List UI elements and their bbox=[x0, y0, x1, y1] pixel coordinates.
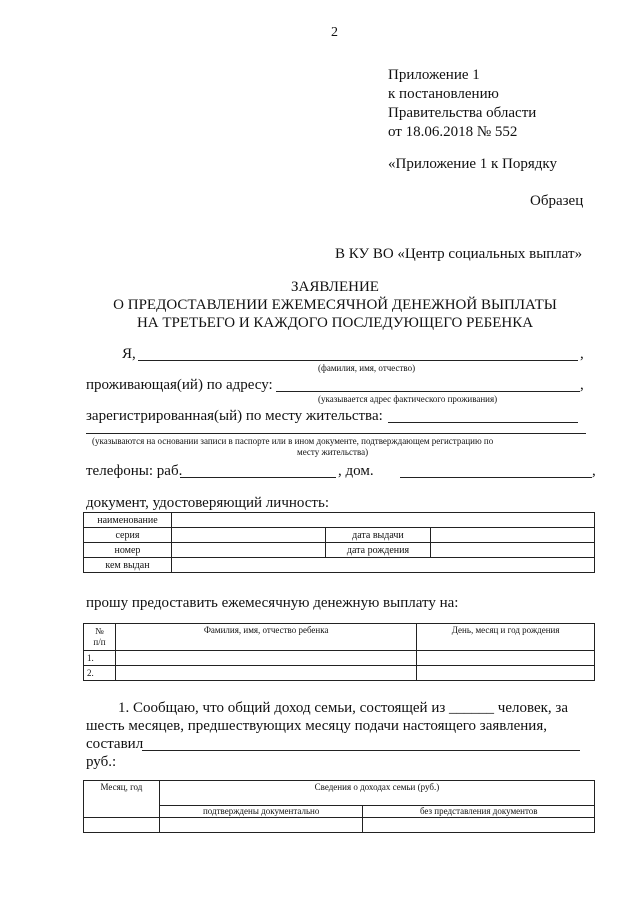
row-number: 2. bbox=[84, 666, 116, 681]
id-series-label: серия bbox=[84, 528, 172, 543]
month-cell[interactable] bbox=[84, 818, 160, 833]
id-issue-date-label: дата выдачи bbox=[325, 528, 431, 543]
table-row bbox=[84, 543, 595, 558]
title-line-3: НА ТРЕТЬЕГО И КАЖДОГО ПОСЛЕДУЮЩЕГО РЕБЕНКА bbox=[136, 315, 534, 331]
id-number-value[interactable] bbox=[171, 543, 325, 558]
fio-line[interactable] bbox=[138, 360, 578, 361]
phones-label: телефоны: раб. bbox=[86, 463, 183, 479]
registered-line-2[interactable] bbox=[86, 433, 586, 434]
table-header-row bbox=[84, 624, 595, 651]
id-name-label: наименование bbox=[84, 513, 172, 528]
table-row bbox=[84, 513, 595, 528]
col-info-header: Сведения о доходах семьи (руб.) bbox=[159, 781, 594, 806]
page-number: 2 bbox=[331, 25, 338, 40]
child-fio-cell[interactable] bbox=[115, 666, 416, 681]
child-fio-cell[interactable] bbox=[115, 651, 416, 666]
col-num-line-1: № bbox=[95, 626, 104, 636]
i-label: Я, bbox=[122, 346, 136, 362]
phones-comma: , bbox=[592, 463, 596, 479]
income-line-2: шесть месяцев, предшествующих месяцу подачи настоящего заявления, bbox=[86, 718, 547, 734]
recipient: В КУ ВО «Центр социальных выплат» bbox=[335, 246, 583, 262]
id-issue-date-value[interactable] bbox=[431, 528, 595, 543]
id-birth-date-value[interactable] bbox=[431, 543, 595, 558]
children-table bbox=[83, 623, 595, 681]
col-confirmed-header: подтверждены документально bbox=[159, 806, 363, 818]
id-issued-by-value[interactable] bbox=[171, 558, 594, 573]
id-doc-label: документ, удостоверяющий личность: bbox=[86, 495, 329, 511]
home-phone-label: , дом. bbox=[338, 463, 374, 479]
income-line-1: 1. Сообщаю, что общий доход семьи, состоящей из ______ человек, за bbox=[118, 700, 568, 716]
confirmed-cell[interactable] bbox=[159, 818, 363, 833]
appendix-line-3: Правительства области bbox=[388, 105, 537, 121]
appendix-line-4: от 18.06.2018 № 552 bbox=[388, 124, 518, 140]
sample-label: Образец bbox=[530, 193, 584, 209]
work-phone-line[interactable] bbox=[180, 477, 336, 478]
home-phone-line[interactable] bbox=[400, 477, 592, 478]
id-doc-table bbox=[83, 512, 595, 573]
table-row bbox=[84, 818, 595, 833]
table-row bbox=[84, 558, 595, 573]
income-line-3-label: составил bbox=[86, 736, 144, 752]
col-num-line-2: п/п bbox=[93, 637, 106, 647]
child-dob-cell[interactable] bbox=[417, 651, 595, 666]
table-header-row bbox=[84, 806, 595, 818]
title-line-2: О ПРЕДОСТАВЛЕНИИ ЕЖЕМЕСЯЧНОЙ ДЕНЕЖНОЙ ВЫПЛАТЫ bbox=[113, 297, 557, 313]
table-row bbox=[84, 651, 595, 666]
id-number-label: номер bbox=[84, 543, 172, 558]
table-row bbox=[84, 528, 595, 543]
income-table bbox=[83, 780, 595, 833]
income-amount-line[interactable] bbox=[142, 750, 580, 751]
unconfirmed-cell[interactable] bbox=[363, 818, 595, 833]
col-dob-header: День, месяц и год рождения bbox=[417, 624, 595, 651]
id-issued-by-label: кем выдан bbox=[84, 558, 172, 573]
registered-label: зарегистрированная(ый) по месту жительства: bbox=[86, 408, 383, 424]
request-text: прошу предоставить ежемесячную денежную выплату на: bbox=[86, 595, 459, 611]
fio-hint: (фамилия, имя, отчество) bbox=[318, 363, 416, 373]
col-month-header: Месяц, год bbox=[84, 781, 160, 818]
id-series-value[interactable] bbox=[171, 528, 325, 543]
fio-comma: , bbox=[580, 346, 584, 362]
registered-line[interactable] bbox=[388, 422, 578, 423]
title-line-1: ЗАЯВЛЕНИЕ bbox=[291, 279, 379, 295]
col-fio-header: Фамилия, имя, отчество ребенка bbox=[115, 624, 416, 651]
address-line[interactable] bbox=[276, 391, 580, 392]
child-dob-cell[interactable] bbox=[417, 666, 595, 681]
address-comma: , bbox=[580, 377, 584, 393]
address-label: проживающая(ий) по адресу: bbox=[86, 377, 273, 393]
appendix-line-1: Приложение 1 bbox=[388, 67, 480, 83]
row-number: 1. bbox=[84, 651, 116, 666]
registered-hint-2: месту жительства) bbox=[297, 447, 369, 457]
id-birth-date-label: дата рождения bbox=[325, 543, 431, 558]
income-line-4: руб.: bbox=[86, 754, 117, 770]
table-row bbox=[84, 666, 595, 681]
col-num-header bbox=[84, 624, 116, 651]
appendix-line-5: «Приложение 1 к Порядку bbox=[388, 156, 557, 172]
table-header-row bbox=[84, 781, 595, 806]
registered-hint-1: (указываются на основании записи в паспорте или в ином документе, подтверждающем регистрацию по bbox=[92, 436, 494, 446]
appendix-line-2: к постановлению bbox=[388, 86, 499, 102]
address-hint: (указывается адрес фактического проживания) bbox=[318, 394, 498, 404]
id-name-value[interactable] bbox=[171, 513, 594, 528]
col-unconfirmed-header: без представления документов bbox=[363, 806, 595, 818]
